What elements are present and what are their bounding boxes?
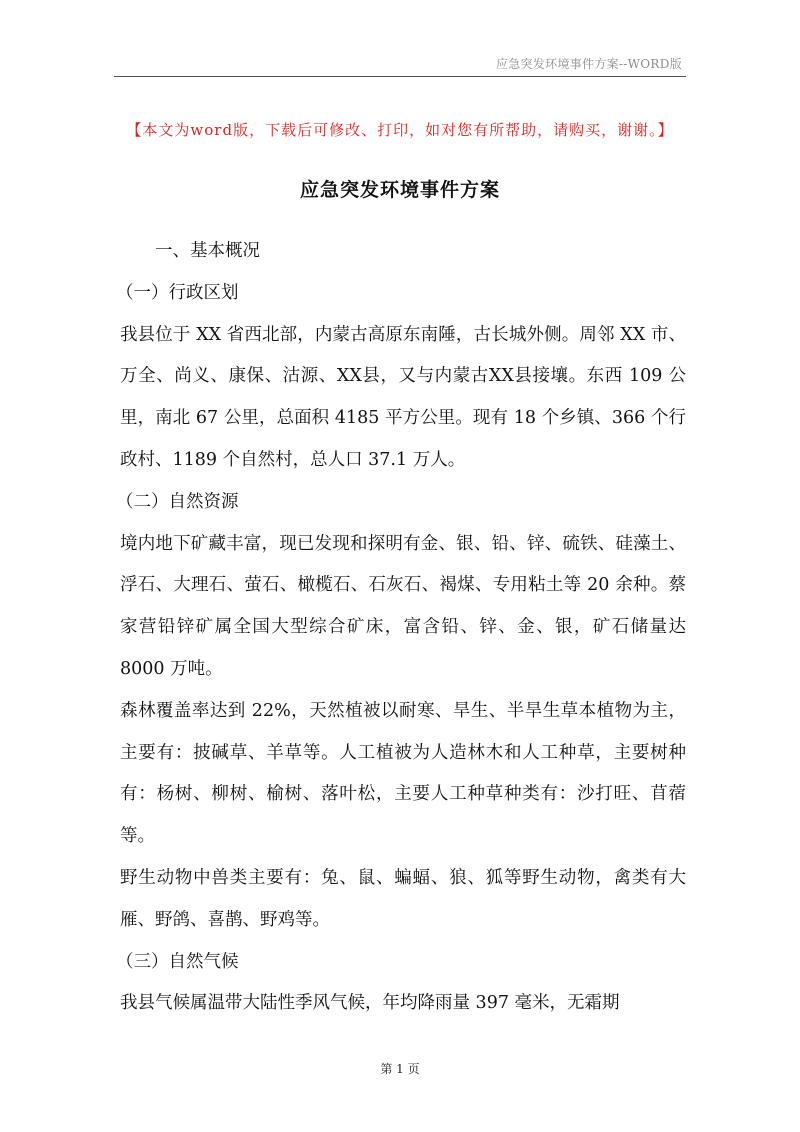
subheading-administrative-division: （一）行政区划	[116, 282, 239, 303]
page-number: 第 1 页	[380, 1062, 420, 1076]
paragraph-climate: 我县气候属温带大陆性季风气候，年均降雨量 397 毫米，无霜期	[120, 993, 620, 1014]
subheading-natural-resources: （二）自然资源	[116, 491, 239, 512]
download-notice: 【本文为word版，下载后可修改、打印，如对您有所帮助，请购买，谢谢。】	[126, 121, 674, 139]
page-header	[114, 0, 686, 77]
paragraph-vegetation: 森林覆盖率达到 22%，天然植被以耐寒、旱生、半旱生草本植物为主，主要有：披碱草、羊草等。人工植被为人造林木和人工种草，主要树种有：杨树、柳树、榆树、落叶松，主要人工种草种类有：沙打旺、苜蓿等。	[120, 700, 686, 847]
paragraph-mineral-resources: 境内地下矿藏丰富，现已发现和探明有金、银、铅、锌、硫铁、硅藻土、浮石、大理石、萤石、橄榄石、石灰石、褐煤、专用粘土等 20 余种。蔡家营铅锌矿属全国大型综合矿床，富含铅、锌、金、银，矿石储量达 8000 万吨。	[120, 533, 686, 679]
section-heading-basic-overview: 一、基本概况	[155, 241, 260, 261]
subheading-natural-climate: （三）自然气候	[116, 951, 239, 972]
running-title: 应急突发环境事件方案--WORD版	[495, 57, 682, 71]
document-body	[116, 231, 686, 1025]
document-title: 应急突发环境事件方案	[299, 179, 500, 201]
paragraph-wildlife: 野生动物中兽类主要有：兔、鼠、蝙蝠、狼、狐等野生动物，禽类有大雁、野鸽、喜鹊、野鸡等。	[120, 867, 686, 930]
paragraph-administrative-division: 我县位于 XX 省西北部，内蒙古高原东南陲，古长城外侧。周邻 XX 市、万全、尚义、康保、沽源、XX县，又与内蒙古XX县接壤。东西 109 公里，南北 67 公里，总面积 4185 平方公里。现有 18 个乡镇、366 个行政村、1189 个自然村，总人口 37.1 万人。	[120, 324, 686, 470]
